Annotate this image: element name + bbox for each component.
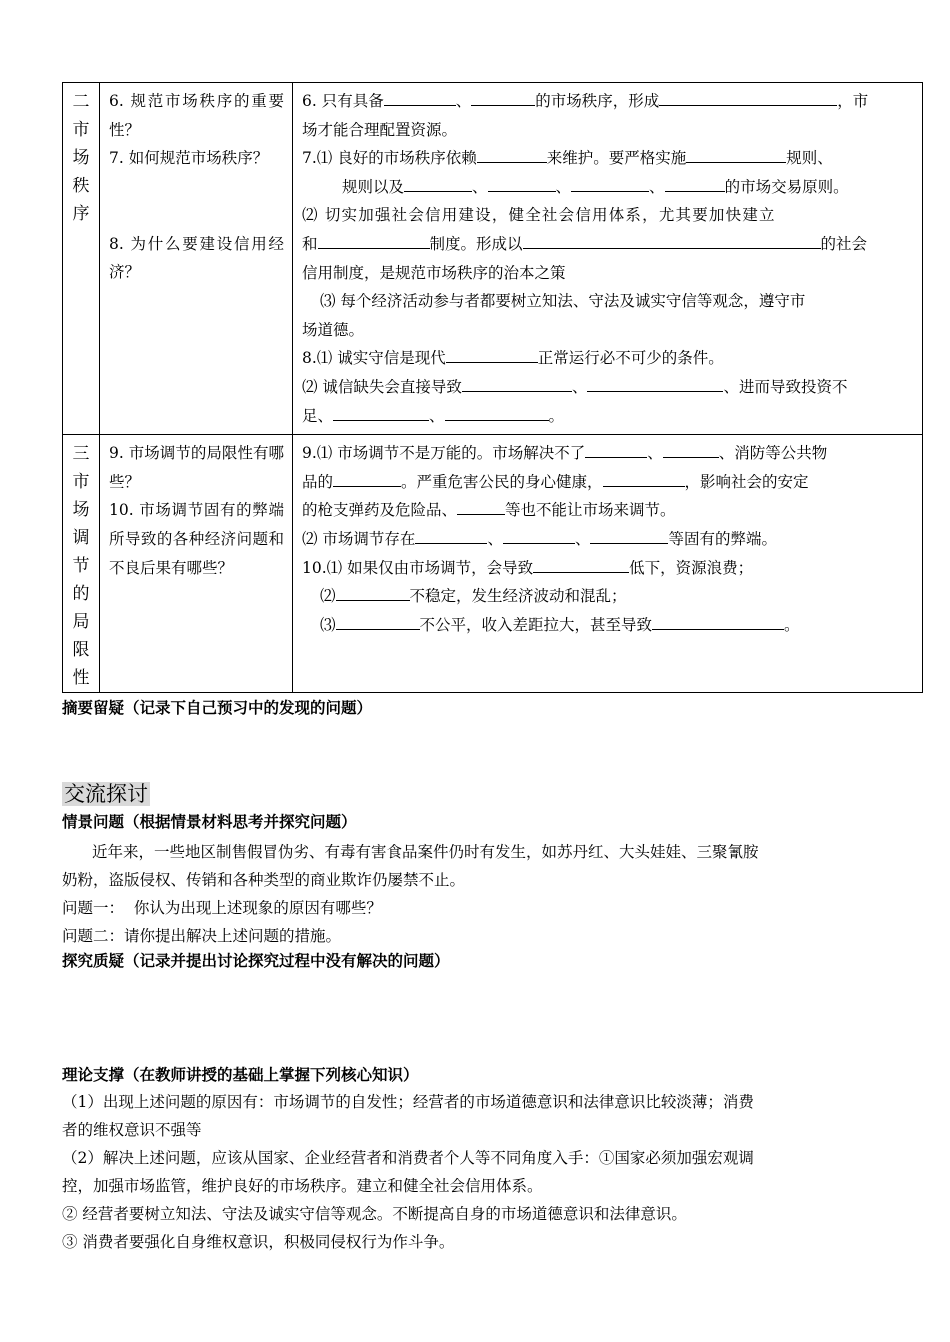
fill-blank[interactable] xyxy=(457,498,505,515)
answer-line: 10.⑴ 如果仅由市场调节，会导致 低下，资源浪费； xyxy=(302,554,914,583)
answer-line: 信用制度，是规范市场秩序的治本之策 xyxy=(302,263,566,282)
fill-blank[interactable] xyxy=(587,375,723,392)
theory-line: （1）出现上述问题的原因有：市场调节的自发性；经营者的市场道德意识和法律意识比较淡薄；消费 xyxy=(62,1093,754,1111)
question-6: 6. 规范市场秩序的重要性？ xyxy=(109,92,284,139)
section-label-cell xyxy=(63,83,100,435)
exchange-section-title xyxy=(62,778,920,808)
scenario-text xyxy=(62,838,920,950)
theory-heading: 理论支撑（在教师讲授的基础上掌握下列核心知识） xyxy=(62,1065,419,1084)
answer-line: 的枪支弹药及危险品、 等也不能让市场来调节。 xyxy=(302,496,914,525)
label-char: 调 xyxy=(72,528,90,549)
theory-line: ③ 消费者要强化自身维权意识，积极同侵权行为作斗争。 xyxy=(62,1233,455,1251)
label-char: 的 xyxy=(72,584,90,605)
theory-line: 者的维权意识不强等 xyxy=(62,1121,202,1139)
fill-blank[interactable] xyxy=(336,613,420,630)
fill-blank[interactable] xyxy=(603,470,685,487)
label-char: 节 xyxy=(72,556,90,577)
answers-cell xyxy=(293,435,923,693)
inquiry-heading: 探究质疑（记录并提出讨论探究过程中没有解决的问题） xyxy=(62,951,450,970)
section-label-cell xyxy=(63,435,100,693)
fill-blank[interactable] xyxy=(446,346,538,363)
question-8: 8. 为什么要建设信用经济？ xyxy=(109,234,284,282)
question-9: 9. 市场调节的局限性有哪些？ xyxy=(109,444,284,491)
label-char: 限 xyxy=(72,640,90,661)
questions-cell xyxy=(100,83,293,435)
answer-line: 和 制度。形成以 的社会 xyxy=(302,230,914,259)
question-7: 7. 如何规范市场秩序？ xyxy=(109,149,269,168)
answer-line: ⑵ 切实加强社会信用建设，健全社会信用体系，尤其要加快建立 xyxy=(302,206,776,225)
scenario-line: 近年来，一些地区制售假冒伪劣、有毒有害食品案件仍时有发生，如苏丹红、大头娃娃、三聚氰胺 xyxy=(92,843,759,861)
fill-blank[interactable] xyxy=(336,584,410,601)
label-char: 性 xyxy=(72,668,90,689)
answer-line: 品的 。严重危害公民的身心健康， ，影响社会的安定 xyxy=(302,468,914,497)
summary-heading: 摘要留疑（记录下自己预习中的发现的问题） xyxy=(62,698,373,717)
theory-text xyxy=(62,1088,920,1256)
answers-cell xyxy=(293,83,923,435)
scenario-heading: 情景问题（根据情景材料思考并探究问题） xyxy=(62,812,357,831)
answer-line: ⑵ 市场调节存在 、 、 等固有的弊端。 xyxy=(302,525,914,554)
table-row xyxy=(63,435,923,693)
answer-line: 规则以及 、 、 、 的市场交易原则。 xyxy=(302,173,914,202)
fill-blank[interactable] xyxy=(404,175,472,192)
label-char: 序 xyxy=(72,204,90,224)
theory-line: ② 经营者要树立知法、守法及诚实守信等观念。不断提高自身的市场道德意识和法律意识。 xyxy=(62,1205,687,1223)
answer-line: 足、 、 。 xyxy=(302,402,914,431)
table-row xyxy=(63,83,923,435)
fill-blank[interactable] xyxy=(477,146,547,163)
label-char: 二 xyxy=(72,92,90,112)
answer-line: 场道德。 xyxy=(302,320,365,339)
study-table xyxy=(62,82,923,693)
theory-line: 控，加强市场监管，维护良好的市场秩序。建立和健全社会信用体系。 xyxy=(62,1177,543,1195)
label-char: 三 xyxy=(72,444,90,465)
fill-blank[interactable] xyxy=(462,375,572,392)
fill-blank[interactable] xyxy=(318,232,430,249)
fill-blank[interactable] xyxy=(663,441,719,458)
label-char: 局 xyxy=(72,612,90,633)
fill-blank[interactable] xyxy=(686,146,786,163)
fill-blank[interactable] xyxy=(384,89,456,106)
fill-blank[interactable] xyxy=(333,470,401,487)
fill-blank[interactable] xyxy=(333,404,429,421)
fill-blank[interactable] xyxy=(652,613,784,630)
theory-line: （2）解决上述问题，应该从国家、企业经营者和消费者个人等不同角度入手：①国家必须加强宏观调 xyxy=(62,1149,754,1167)
questions-cell xyxy=(100,435,293,693)
exchange-title: 交流探讨 xyxy=(64,782,148,806)
fill-blank[interactable] xyxy=(659,89,837,106)
question-one: 问题一： 你认为出现上述现象的原因有哪些？ xyxy=(62,899,382,917)
answer-line: 场才能合理配置资源。 xyxy=(302,120,458,139)
fill-blank[interactable] xyxy=(523,232,821,249)
fill-blank[interactable] xyxy=(571,175,649,192)
label-char: 场 xyxy=(72,500,90,521)
fill-blank[interactable] xyxy=(471,89,535,106)
fill-blank[interactable] xyxy=(503,527,575,544)
answer-line: 8.⑴ 诚实守信是现代 正常运行必不可少的条件。 xyxy=(302,344,914,373)
question-two: 问题二：请你提出解决上述问题的措施。 xyxy=(62,927,342,945)
answer-line: ⑶ 不公平，收入差距拉大，甚至导致 。 xyxy=(302,611,914,640)
answer-line: ⑵ 诚信缺失会直接导致 、 、进而导致投资不 xyxy=(302,373,914,402)
section-label-market-limits xyxy=(63,435,99,692)
label-char: 市 xyxy=(72,120,90,140)
fill-blank[interactable] xyxy=(488,175,556,192)
label-char: 市 xyxy=(72,472,90,493)
scenario-line: 奶粉，盗版侵权、传销和各种类型的商业欺诈仍屡禁不止。 xyxy=(62,871,466,889)
answer-line: 6. 只有具备 、 的市场秩序，形成 ，市 xyxy=(302,87,914,116)
question-10: 10. 市场调节固有的弊端所导致的各种经济问题和不良后果有哪些？ xyxy=(109,501,284,577)
answer-line: ⑵ 不稳定，发生经济波动和混乱； xyxy=(302,582,914,611)
fill-blank[interactable] xyxy=(590,527,668,544)
fill-blank[interactable] xyxy=(665,175,725,192)
fill-blank[interactable] xyxy=(415,527,487,544)
fill-blank[interactable] xyxy=(533,556,629,573)
answer-line: 9.⑴ 市场调节不是万能的。市场解决不了 、 、消防等公共物 xyxy=(302,439,914,468)
answer-line: ⑶ 每个经济活动参与者都要树立知法、守法及诚实守信等观念，遵守市 xyxy=(320,292,806,311)
label-char: 场 xyxy=(72,148,90,168)
answer-line: 7.⑴ 良好的市场秩序依赖 来维护。要严格实施 规则、 xyxy=(302,144,914,173)
fill-blank[interactable] xyxy=(445,404,549,421)
fill-blank[interactable] xyxy=(585,441,647,458)
label-char: 秩 xyxy=(72,176,90,196)
section-label-market-order xyxy=(63,83,99,228)
